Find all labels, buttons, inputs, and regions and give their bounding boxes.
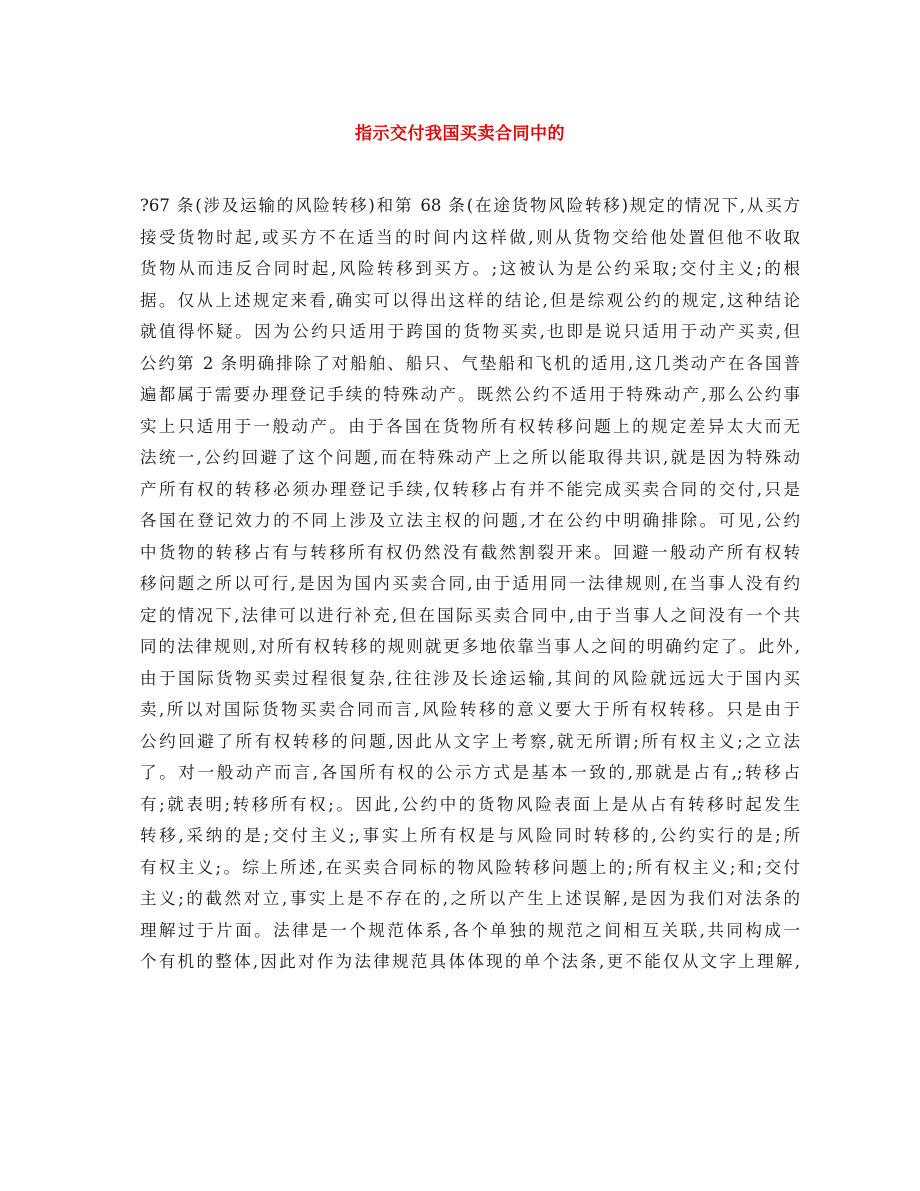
body-line: 就值得怀疑。因为公约只适用于跨国的货物买卖,也即是说只适用于动产买卖,但 xyxy=(140,322,800,341)
body-line: 同的法律规则,对所有权转移的规则就更多地依靠当事人之间的明确约定了。此外, xyxy=(140,637,800,656)
body-line: 理解过于片面。法律是一个规范体系,各个单独的规范之间相互关联,共同构成一 xyxy=(140,920,800,940)
body-line: 有权主义;。综上所述,在买卖合同标的物风险转移问题上的;所有权主义;和;交付 xyxy=(140,857,800,877)
body-line: 由于国际货物买卖过程很复杂,往往涉及长途运输,其间的风险就远远大于国内买 xyxy=(140,668,800,688)
body-line: 中货物的转移占有与转移所有权仍然没有截然割裂开来。回避一般动产所有权转 xyxy=(140,542,800,562)
body-line: ?67 条(涉及运输的风险转移)和第 68 条(在途货物风险转移)规定的情况下,从买方 xyxy=(140,196,800,215)
body-line: 卖,所以对国际货物买卖合同而言,风险转移的意义要大于所有权转移。只是由于 xyxy=(140,700,800,719)
body-line: 法统一,公约回避了这个问题,而在特殊动产上之所以能取得共识,就是因为特殊动 xyxy=(140,448,800,467)
body-line: 遍都属于需要办理登记手续的特殊动产。既然公约不适用于特殊动产,那么公约事 xyxy=(140,385,800,404)
body-line: 公约第 2 条明确排除了对船舶、船只、气垫船和飞机的适用,这几类动产在各国普 xyxy=(140,353,800,373)
body-line: 移问题之所以可行,是因为国内买卖合同,由于适用同一法律规则,在当事人没有约 xyxy=(140,574,800,593)
body-line: 据。仅从上述规定来看,确实可以得出这样的结论,但是综观公约的规定,这种结论 xyxy=(140,290,800,310)
body-line: 定的情况下,法律可以进行补充,但在国际买卖合同中,由于当事人之间没有一个共 xyxy=(140,605,800,625)
body-line: 产所有权的转移必须办理登记手续,仅转移占有并不能完成买卖合同的交付,只是 xyxy=(140,479,800,499)
body-line: 实上只适用于一般动产。由于各国在货物所有权转移问题上的规定差异太大而无 xyxy=(140,416,800,436)
body-line: 主义;的截然对立,事实上是不存在的,之所以产生上述误解,是因为我们对法条的 xyxy=(140,889,800,908)
body-line: 转移,采纳的是;交付主义;,事实上所有权是与风险同时转移的,公约实行的是;所 xyxy=(140,826,800,845)
body-line: 个有机的整体,因此对作为法律规范具体体现的单个法条,更不能仅从文字上理解, xyxy=(140,952,800,971)
body-line: 了。对一般动产而言,各国所有权的公示方式是基本一致的,那就是占有,;转移占 xyxy=(140,763,800,782)
body-line: 各国在登记效力的不同上涉及立法主权的问题,才在公约中明确排除。可见,公约 xyxy=(140,511,800,530)
document-body xyxy=(140,190,800,978)
body-line: 有;就表明;转移所有权;。因此,公约中的货物风险表面上是从占有转移时起发生 xyxy=(140,794,800,814)
body-line: 货物从而违反合同时起,风险转移到买方。;这被认为是公约采取;交付主义;的根 xyxy=(140,259,800,278)
body-line: 接受货物时起,或买方不在适当的时间内这样做,则从货物交给他处置但他不收取 xyxy=(140,227,800,247)
body-line: 公约回避了所有权转移的问题,因此从文字上考察,就无所谓;所有权主义;之立法 xyxy=(140,731,800,751)
document-title: 指示交付我国买卖合同中的 xyxy=(355,124,565,144)
